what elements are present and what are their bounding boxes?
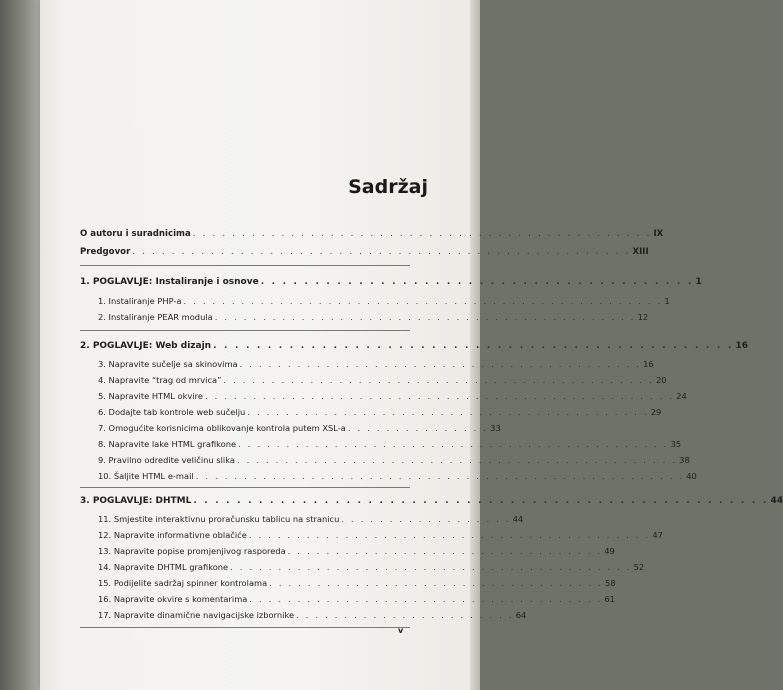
toc-item-page: 64 bbox=[515, 610, 527, 620]
dot-leader: . . . . . . . . . . . . . . . . . . . . . . . . . . . . . . . . . . . . . . . . . . . . . . . . . . . bbox=[132, 247, 631, 257]
toc-chapter-entry bbox=[80, 275, 702, 289]
toc-front-entry bbox=[80, 227, 664, 241]
toc-item-label: 4. Napravite “trag od mrvica” bbox=[98, 375, 222, 385]
page-number: v bbox=[398, 626, 404, 635]
toc-item bbox=[98, 405, 662, 419]
toc-item bbox=[98, 560, 645, 574]
dot-leader: . . . . . . . . . . . . . . . . . . . . . . . . . . . . . . . . . . . . . . . . . . bbox=[248, 530, 651, 540]
toc-item-label: 8. Napravite lake HTML grafikone bbox=[98, 439, 237, 449]
dot-leader: . . . . . . . . . . . . . . . . . . . . . . . . . . . . . . . . . . . . . bbox=[249, 594, 603, 604]
toc-item-page: 58 bbox=[604, 578, 616, 588]
toc-item-label: 15. Podijelite sadržaj spinner kontrolama bbox=[98, 578, 268, 588]
toc-item-label: 6. Dodajte tab kontrole web sučelju bbox=[98, 407, 246, 417]
toc-item bbox=[98, 528, 663, 542]
toc-item bbox=[98, 294, 670, 308]
toc-item bbox=[98, 576, 616, 590]
toc-item bbox=[98, 608, 527, 622]
dot-leader: . . . . . . . . . . . . . . . . . . . . . . . . . . . . . . . . . . . . . . . . . . . . . bbox=[238, 439, 669, 449]
toc-item-page: 38 bbox=[679, 455, 690, 465]
toc-item bbox=[98, 544, 615, 558]
toc-chapter-page: 44 bbox=[770, 496, 783, 506]
toc-item-page: 49 bbox=[604, 546, 615, 556]
page-title: Sadržaj bbox=[348, 176, 428, 198]
toc-item-page: 47 bbox=[652, 530, 663, 540]
dot-leader: . . . . . . . . . . . . . . . . . . . . . . . . . . . . . . . . . . . . . . . . . . . . . . . bbox=[192, 229, 652, 239]
toc-item-page: 33 bbox=[490, 423, 501, 433]
toc-item bbox=[98, 421, 501, 435]
dot-leader: . . . . . . . . . . . . . . . bbox=[347, 423, 489, 433]
toc-chapter-label: 2. POGLAVLJE: Web dizajn bbox=[80, 341, 212, 351]
dot-leader: . . . . . . . . . . . . . . . . . . . . . . . . . . . . . . . . . . . . . . . . . . bbox=[239, 359, 642, 369]
toc-item bbox=[98, 469, 697, 483]
dot-leader: . . . . . . . . . . . . . . . . . . bbox=[341, 514, 511, 524]
dot-leader: . . . . . . . . . . . . . . . . . . . . . . . . . . . . . . . . . . . bbox=[269, 578, 603, 588]
dot-leader: . . . . . . . . . . . . . . . . . . . . . . . bbox=[296, 610, 514, 620]
dot-leader: . . . . . . . . . . . . . . . . . . . . . . . . . . . . . . . . . . . . . . . . . . . . . bbox=[223, 375, 654, 385]
toc-item-page: 61 bbox=[604, 594, 616, 604]
toc-item-label: 14. Napravite DHTML grafikone bbox=[98, 562, 229, 572]
dot-leader: . . . . . . . . . . . . . . . . . . . . . . . . . . . . . . . . . . . . . . . . . . . . . . bbox=[236, 455, 678, 465]
toc-item-label: 10. Šaljite HTML e-mail bbox=[98, 471, 194, 481]
dot-leader: . . . . . . . . . . . . . . . . . . . . . . . . . . . . . . . . . . . . . . . . . . . . . . . . . . . . . bbox=[193, 496, 769, 506]
toc-item-label: 12. Napravite informativne oblačiće bbox=[98, 530, 247, 540]
toc-entry-label: Predgovor bbox=[80, 247, 131, 257]
toc-item-label: 5. Napravite HTML okvire bbox=[98, 391, 203, 401]
toc-entry-label: O autoru i suradnicima bbox=[80, 229, 191, 239]
toc-item-label: 13. Napravite popise promjenjivog rasporeda bbox=[98, 546, 286, 556]
toc-chapter-page: 1 bbox=[695, 277, 702, 287]
toc-entry-page: IX bbox=[653, 229, 664, 239]
toc-item-page: 52 bbox=[633, 562, 645, 572]
toc-item-page: 35 bbox=[670, 439, 682, 449]
toc-item-label: 11. Smjestite interaktivnu proračunsku tablicu na stranicu bbox=[98, 514, 340, 524]
toc-item-page: 44 bbox=[512, 514, 524, 524]
toc-item-label: 7. Omogućite korisnicima oblikovanje kontrola putem XSL-a bbox=[98, 423, 346, 433]
toc-item-label: 2. Instaliranje PEAR modula bbox=[98, 312, 213, 322]
section-divider bbox=[80, 265, 410, 266]
dot-leader: . . . . . . . . . . . . . . . . . . . . . . . . . . . . . . . . . . . . . . . . . . . . . . . . . . bbox=[183, 296, 663, 306]
dot-leader: . . . . . . . . . . . . . . . . . . . . . . . . . . . . . . . . . bbox=[287, 546, 603, 556]
toc-chapter-label: 1. POGLAVLJE: Instaliranje i osnove bbox=[80, 277, 259, 287]
dot-leader: . . . . . . . . . . . . . . . . . . . . . . . . . . . . . . . . . . . . . . . . bbox=[260, 277, 694, 287]
section-divider bbox=[80, 487, 410, 488]
toc-entry-page: XIII bbox=[632, 247, 649, 257]
dot-leader: . . . . . . . . . . . . . . . . . . . . . . . . . . . . . . . . . . . . . . . . . . . . . . . . . . . bbox=[195, 471, 685, 481]
toc-item-label: 1. Instaliranje PHP-a bbox=[98, 296, 182, 306]
toc-chapter-entry bbox=[80, 339, 748, 353]
toc-item bbox=[98, 592, 616, 606]
toc-item-page: 40 bbox=[686, 471, 697, 481]
toc-item bbox=[98, 512, 524, 526]
toc-item bbox=[98, 357, 654, 371]
toc-item-label: 3. Napravite sučelje sa skinovima bbox=[98, 359, 238, 369]
toc-front-entry bbox=[80, 245, 649, 259]
dot-leader: . . . . . . . . . . . . . . . . . . . . . . . . . . . . . . . . . . . . . . . . . . bbox=[230, 562, 632, 572]
toc-item-page: 29 bbox=[650, 407, 662, 417]
toc-item-label: 16. Napravite okvire s komentarima bbox=[98, 594, 248, 604]
toc-item bbox=[98, 310, 649, 324]
toc-chapter-page: 16 bbox=[735, 341, 748, 351]
toc-item bbox=[98, 389, 687, 403]
toc-item bbox=[98, 437, 682, 451]
dot-leader: . . . . . . . . . . . . . . . . . . . . . . . . . . . . . . . . . . . . . . . . . . . . . . . . . bbox=[204, 391, 675, 401]
toc-chapter-label: 3. POGLAVLJE: DHTML bbox=[80, 496, 192, 506]
toc-item-page: 1 bbox=[664, 296, 670, 306]
toc-item-label: 9. Pravilno odredite veličinu slika bbox=[98, 455, 235, 465]
dot-leader: . . . . . . . . . . . . . . . . . . . . . . . . . . . . . . . . . . . . . . . . . . . . . . . . bbox=[213, 341, 734, 351]
toc-item-page: 20 bbox=[655, 375, 667, 385]
toc-item-page: 16 bbox=[643, 359, 654, 369]
toc-item-page: 24 bbox=[676, 391, 687, 401]
toc-item bbox=[98, 453, 690, 467]
toc-chapter-entry bbox=[80, 494, 783, 508]
toc-item-label: 17. Napravite dinamične navigacijske izbornike bbox=[98, 610, 295, 620]
section-divider bbox=[80, 330, 410, 331]
dot-leader: . . . . . . . . . . . . . . . . . . . . . . . . . . . . . . . . . . . . . . . . . . . . bbox=[214, 312, 636, 322]
toc-item bbox=[98, 373, 667, 387]
section-divider bbox=[80, 627, 410, 628]
toc-item-page: 12 bbox=[637, 312, 649, 322]
dot-leader: . . . . . . . . . . . . . . . . . . . . . . . . . . . . . . . . . . . . . . . . . . bbox=[247, 407, 649, 417]
